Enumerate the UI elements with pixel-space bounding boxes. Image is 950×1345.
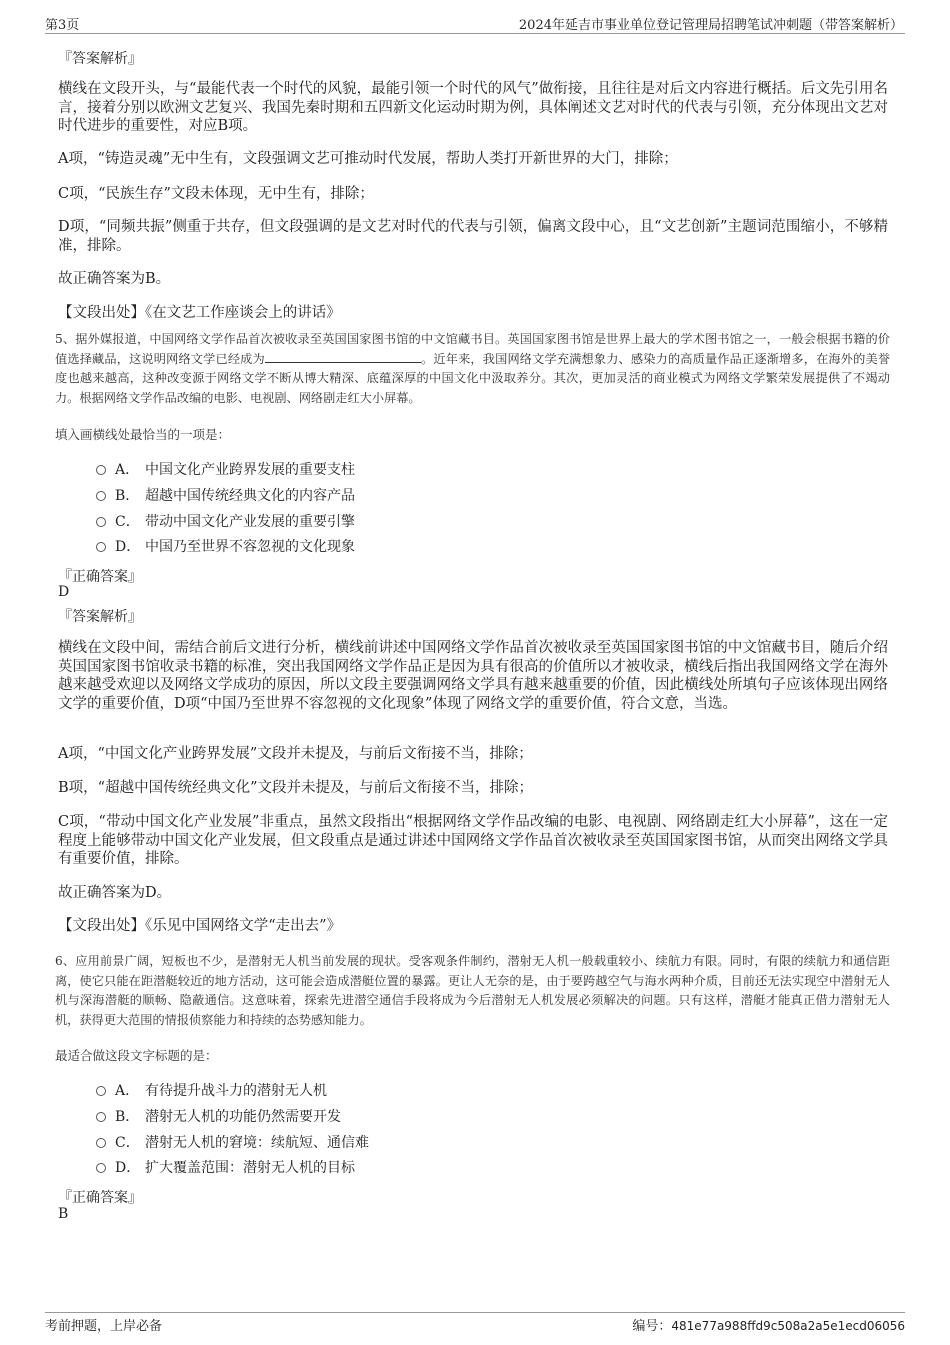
correct-answer-label: 『正确答案』	[58, 569, 142, 585]
analysis-text: 横线在文段开头，与“最能代表一个时代的风貌，最能引领一个时代的风气”做衔接，且往往是对后文内容进行概括。后文先引用名言，接着分别以欧洲文艺复兴、我国先秦时期和五四新文化运动时期为例，具体阐述文艺对时代的代表与引领，充分体现出文艺对时代进步的重要性，对应B项。	[58, 81, 888, 134]
page-number: 第3页	[45, 18, 80, 33]
question-5-option-b[interactable]: B． 超越中国传统经典文化的内容产品	[96, 486, 355, 506]
source-citation: 【文段出处】《乐见中国网络文学“走出去”》	[58, 918, 342, 934]
footer-slogan: 考前押题，上岸必备	[45, 1319, 163, 1334]
question-5-prompt: 填入画横线处最恰当的一项是：	[55, 427, 231, 442]
question-5-option-d[interactable]: D． 中国乃至世界不容忽视的文化现象	[96, 537, 355, 557]
analysis-label: 『答案解析』	[58, 51, 142, 67]
option-c-explanation: C项，“带动中国文化产业发展”非重点，虽然文段指出“根据网络文学作品改编的电影、电视剧、网络剧走红大小屏幕”，这在一定程度上能够带动中国文化产业发展，但文段重点是通过讲述中国网络文学作品首次被收录至英国国家图书馆，从而突出网络文学具有重要价值，排除。	[58, 814, 888, 867]
correct-answer: D	[58, 584, 70, 600]
correct-answer: B	[58, 1206, 69, 1222]
radio-icon[interactable]	[96, 517, 106, 527]
question-6-option-c[interactable]: C． 潜射无人机的窘境：续航短、通信难	[96, 1133, 369, 1153]
question-6-option-a[interactable]: A． 有待提升战斗力的潜射无人机	[96, 1081, 327, 1101]
header-divider	[45, 33, 905, 34]
radio-icon[interactable]	[96, 1138, 106, 1148]
source-citation: 【文段出处】《在文艺工作座谈会上的讲话》	[58, 305, 341, 321]
analysis-text: 横线在文段中间，需结合前后文进行分析，横线前讲述中国网络文学作品首次被收录至英国国家图书馆的中文馆藏书目，随后介绍英国国家图书馆收录书籍的标准，突出我国网络文学作品正是因为具有很高的价值所以才被收录，横线后指出我国网络文学在海外越来越受欢迎以及网络文学成功的原因，所以文段主要强调网络文学具有越来越重要的价值，因此横线处所填句子应该体现出网络文学的重要价值，D项“中国乃至世界不容忽视的文化现象”体现了网络文学的重要价值，符合文意，当选。	[58, 640, 888, 712]
question-5-option-c[interactable]: C． 带动中国文化产业发展的重要引擎	[96, 512, 355, 532]
radio-icon[interactable]	[96, 465, 106, 475]
question-6-prompt: 最适合做这段文字标题的是：	[55, 1048, 218, 1063]
question-6-option-d[interactable]: D． 扩大覆盖范围：潜射无人机的目标	[96, 1158, 355, 1178]
correct-answer-label: 『正确答案』	[58, 1190, 142, 1206]
document-title: 2024年延吉市事业单位登记管理局招聘笔试冲刺题（带答案解析）	[518, 18, 903, 33]
question-5-text: 5、据外媒报道，中国网络文学作品首次被收录至英国国家图书馆的中文馆藏书目。英国国家图书馆是世界上最大的学术图书馆之一，一般会根据书籍的价值选择藏品，这说明网络文学已经成为 。近年来，我国网络文学充满想象力、感染力的高质量作品正逐渐增多，在海外的美誉度也越来越高，这种改变源于网络文学不断从博大精深、底蕴深厚的中国文化中汲取养分。其次，更加灵活的商业模式为网络文学繁荣发展提供了不竭动力。根据网络文学作品改编的电影、电视剧、网络剧走红大小屏幕。	[55, 332, 891, 405]
question-5-option-a[interactable]: A． 中国文化产业跨界发展的重要支柱	[96, 460, 355, 480]
fill-blank	[265, 350, 421, 363]
option-b-explanation: B项，“超越中国传统经典文化”文段并未提及，与前后文衔接不当，排除；	[58, 780, 533, 796]
option-c-explanation: C项，“民族生存”文段未体现，无中生有，排除；	[58, 186, 374, 202]
document-code: 编号：481e77a988ffd9c508a2a5e1ecd06056	[632, 1319, 905, 1334]
radio-icon[interactable]	[96, 1163, 106, 1173]
option-a-explanation: A项，“铸造灵魂”无中生有，文段强调文艺可推动时代发展，帮助人类打开新世界的大门，排除；	[58, 151, 678, 167]
conclusion: 故正确答案为B。	[58, 271, 171, 287]
question-6-text: 6、应用前景广阔，短板也不少，是潜射无人机当前发展的现状。受客观条件制约，潜射无人机一般载重较小、续航力有限。同时，有限的续航力和通信距离，使它只能在距潜艇较近的地方活动，这可能会造成潜艇位置的暴露。更让人无奈的是，由于要跨越空气与海水两种介质，目前还无法实现空中潜射无人机与深海潜艇的顺畅、隐蔽通信。这意味着，探索先进潜空通信手段将成为今后潜射无人机发展必须解决的问题。只有这样，潜艇才能真正借力潜射无人机，获得更大范围的情报侦察能力和持续的态势感知能力。	[55, 954, 890, 1027]
option-a-explanation: A项，“中国文化产业跨界发展”文段并未提及，与前后文衔接不当，排除；	[58, 746, 533, 762]
radio-icon[interactable]	[96, 542, 106, 552]
footer-divider	[45, 1312, 905, 1313]
analysis-label: 『答案解析』	[58, 609, 142, 625]
conclusion: 故正确答案为D。	[58, 885, 172, 901]
question-6-option-b[interactable]: B． 潜射无人机的功能仍然需要开发	[96, 1107, 341, 1127]
radio-icon[interactable]	[96, 1112, 106, 1122]
radio-icon[interactable]	[96, 491, 106, 501]
option-d-explanation: D项，“同频共振”侧重于共存，但文段强调的是文艺对时代的代表与引领，偏离文段中心，且“文艺创新”主题词范围缩小，不够精准，排除。	[58, 219, 888, 254]
radio-icon[interactable]	[96, 1086, 106, 1096]
